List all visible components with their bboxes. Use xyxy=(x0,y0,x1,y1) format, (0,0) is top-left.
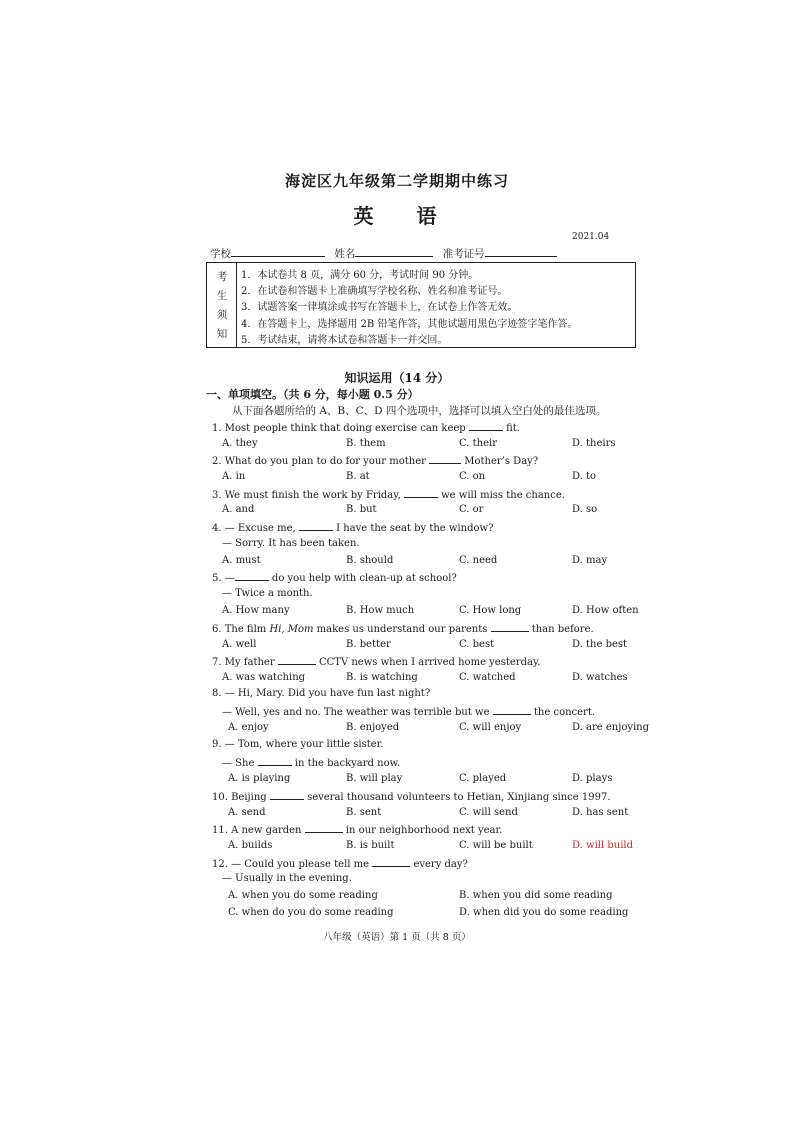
question-7-stem: 7. My father CCTV news when I arrived home yesterday. xyxy=(212,657,541,668)
option-a: A. enjoy xyxy=(228,722,269,733)
option-a: A. when you do some reading xyxy=(228,890,378,901)
question-8-stem: 8. — Hi, Mary. Did you have fun last night? xyxy=(212,688,431,699)
answer-blank xyxy=(305,823,343,833)
answer-blank xyxy=(270,790,304,800)
option-d: D. when did you do some reading xyxy=(459,907,629,918)
option-b: B. but xyxy=(346,504,377,515)
option-b: B. is built xyxy=(346,840,395,851)
option-d-highlighted: D. will build xyxy=(572,840,633,851)
option-b: B. enjoyed xyxy=(346,722,400,733)
notice-item: 2．在试卷和答题卡上准确填写学校名称、姓名和准考证号。 xyxy=(241,286,508,297)
notice-side-char: 知 xyxy=(216,328,228,340)
section-title: 知识运用（14 分） xyxy=(344,371,450,385)
option-d: D. has sent xyxy=(572,807,629,818)
option-b: B. better xyxy=(346,639,391,650)
student-info-row xyxy=(210,246,557,261)
notice-item: 1．本试卷共 8 页，满分 60 分，考试时间 90 分钟。 xyxy=(241,270,479,281)
option-c: C. played xyxy=(459,773,507,784)
question-9-reply: — She in the backyard now. xyxy=(222,758,401,769)
option-a: A. must xyxy=(222,555,261,566)
exam-date: 2021.04 xyxy=(572,232,610,242)
option-b: B. is watching xyxy=(346,672,418,683)
notice-item: 5．考试结束，请将本试卷和答题卡一并交回。 xyxy=(241,335,448,346)
option-a: A. they xyxy=(222,438,258,449)
question-5-stem: 5. — do you help with clean-up at school? xyxy=(212,573,457,584)
option-a: A. is playing xyxy=(228,773,291,784)
answer-blank xyxy=(299,521,333,531)
option-c: C. watched xyxy=(459,672,516,683)
option-c: C. will be built xyxy=(459,840,533,851)
option-a: A. was watching xyxy=(222,672,306,683)
name-label: 姓名 xyxy=(334,248,356,260)
notice-item: 3．试题答案一律填涂或书写在答题卡上，在试卷上作答无效。 xyxy=(241,302,518,313)
option-c: C. will send xyxy=(459,807,518,818)
question-9-stem: 9. — Tom, where your little sister. xyxy=(212,739,384,750)
question-1-stem: 1. Most people think that doing exercise can keep fit. xyxy=(212,423,520,434)
option-b: B. should xyxy=(346,555,394,566)
page-footer: 八年级（英语）第 1 页（共 8 页） xyxy=(323,932,471,943)
question-4-reply: — Sorry. It has been taken. xyxy=(222,538,360,549)
option-a: A. and xyxy=(222,504,255,515)
option-b: B. How much xyxy=(346,605,415,616)
name-field[interactable] xyxy=(355,246,433,257)
question-3-stem: 3. We must finish the work by Friday, we will miss the chance. xyxy=(212,490,565,501)
subject-title: 英 语 xyxy=(353,204,455,228)
option-c: C. need xyxy=(459,555,498,566)
option-d: D. plays xyxy=(572,773,613,784)
option-a: A. How many xyxy=(222,605,290,616)
option-a: A. send xyxy=(228,807,266,818)
question-6-stem: 6. The film Hi, Mom makes us understand our parents than before. xyxy=(212,624,594,635)
option-a: A. well xyxy=(222,639,257,650)
option-d: D. so xyxy=(572,504,598,515)
question-12-reply: — Usually in the evening. xyxy=(222,873,352,884)
school-label: 学校 xyxy=(210,248,231,260)
exam-title: 海淀区九年级第二学期期中练习 xyxy=(284,172,509,190)
option-c: C. on xyxy=(459,471,486,482)
option-c: C. How long xyxy=(459,605,522,616)
answer-blank xyxy=(469,421,503,431)
option-b: B. when you did some reading xyxy=(459,890,613,901)
option-b: B. sent xyxy=(346,807,382,818)
question-11-stem: 11. A new garden in our neighborhood next year. xyxy=(212,825,503,836)
option-d: D. the best xyxy=(572,639,628,650)
answer-blank xyxy=(491,622,529,632)
film-title: Hi, Mom xyxy=(269,624,314,635)
answer-blank xyxy=(258,756,292,766)
option-b: B. will play xyxy=(346,773,403,784)
answer-blank xyxy=(429,454,461,464)
exam-notice-box xyxy=(206,262,636,348)
question-5-reply: — Twice a month. xyxy=(222,588,313,599)
part-instruction: 从下面各题所给的 A、B、C、D 四个选项中，选择可以填入空白处的最佳选项。 xyxy=(232,405,607,417)
option-d: D. theirs xyxy=(572,438,616,449)
question-2-stem: 2. What do you plan to do for your mother Mother’s Day? xyxy=(212,456,539,467)
option-a: A. in xyxy=(222,471,246,482)
question-8-reply: — Well, yes and no. The weather was terrible but we the concert. xyxy=(222,707,596,718)
option-d: D. watches xyxy=(572,672,628,683)
option-b: B. at xyxy=(346,471,370,482)
option-d: D. may xyxy=(572,555,608,566)
option-a: A. builds xyxy=(228,840,273,851)
notice-item: 4．在答题卡上，选择题用 2B 铅笔作答，其他试题用黑色字迹签字笔作答。 xyxy=(241,319,578,330)
part-title: 一、单项填空。（共 6 分，每小题 0.5 分） xyxy=(206,388,419,401)
question-4-stem: 4. — Excuse me, I have the seat by the window? xyxy=(212,523,494,534)
answer-blank xyxy=(404,488,438,498)
option-c: C. their xyxy=(459,438,498,449)
option-c: C. will enjoy xyxy=(459,722,522,733)
option-d: D. How often xyxy=(572,605,639,616)
notice-side-char: 须 xyxy=(216,309,228,321)
option-c: C. or xyxy=(459,504,484,515)
question-10-stem: 10. Beijing several thousand volunteers to Hetian, Xinjiang since 1997. xyxy=(212,792,611,803)
answer-blank xyxy=(278,655,316,665)
notice-side-char: 考 xyxy=(216,271,228,283)
option-d: D. to xyxy=(572,471,597,482)
notice-side-char: 生 xyxy=(216,290,228,302)
answer-blank xyxy=(235,571,269,581)
option-d: D. are enjoying xyxy=(572,722,650,733)
notice-side-label xyxy=(207,263,237,347)
option-b: B. them xyxy=(346,438,386,449)
answer-blank xyxy=(493,705,531,715)
school-field[interactable] xyxy=(231,246,325,257)
exam-id-label: 准考证号 xyxy=(442,248,485,260)
option-c: C. when do you do some reading xyxy=(228,907,394,918)
option-c: C. best xyxy=(459,639,495,650)
answer-blank xyxy=(372,857,410,867)
exam-id-field[interactable] xyxy=(485,246,557,257)
question-12-stem: 12. — Could you please tell me every day? xyxy=(212,859,468,870)
